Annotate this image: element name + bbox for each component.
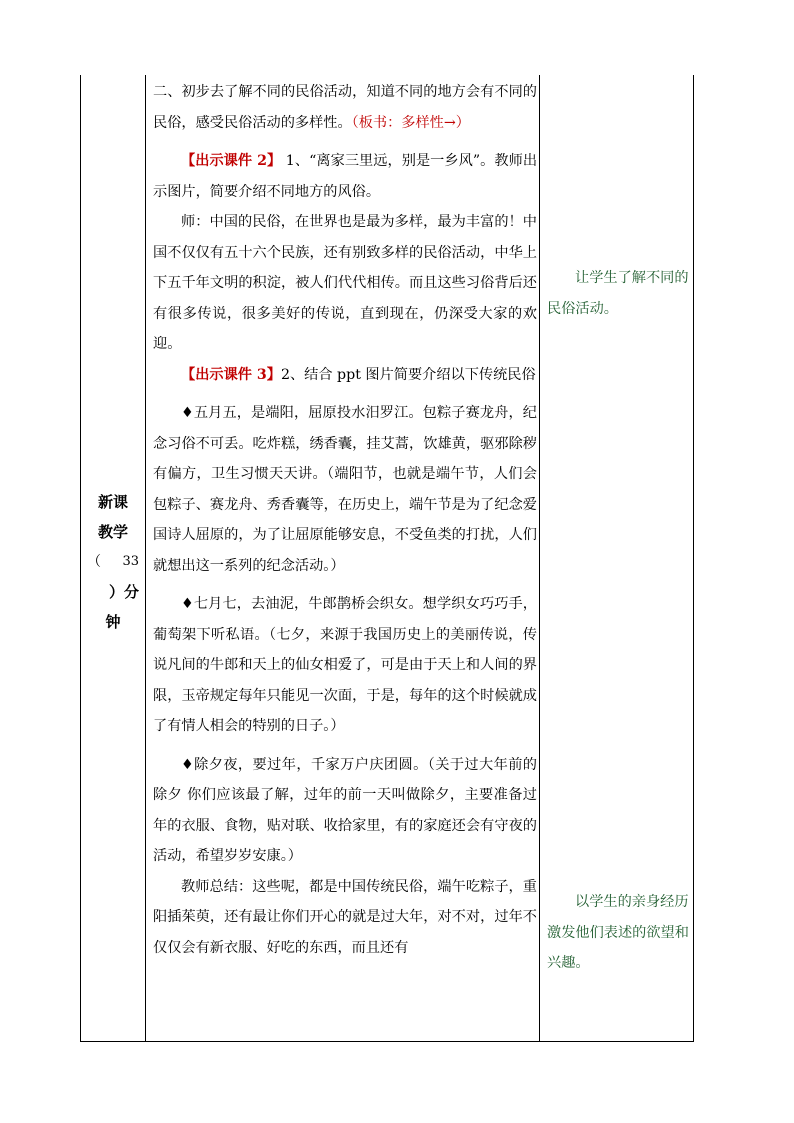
content-paragraph-7: ♦除夕夜，要过年，千家万户庆团圆。（关于过大年前的除夕 你们应该最了解，过年的前一天叫做除夕，主要准备过年的衣服、食物，贴对联、收拾家里，有的家庭还会有守夜的活动，希望岁岁安康。）: [153, 756, 537, 864]
section-label-line4: 钟: [105, 613, 121, 631]
p2-text: 1、“离家三里远，别是一乡风”。教师出示图片，简要介绍不同地方的风俗。: [153, 153, 538, 200]
note-2: 以学生的亲身经历激发他们表述的欲望和兴趣。: [547, 894, 689, 971]
note-1: 让学生了解不同的民俗活动。: [547, 270, 689, 317]
p1-text: 二、初步去了解不同的民俗活动，知道不同的地方会有不同的民俗，感受民俗活动的多样性。: [153, 84, 537, 131]
paren-open: （: [87, 554, 101, 570]
section-label-cell: [81, 487, 145, 637]
column-divider-1: [145, 75, 146, 1041]
note-cell-2: [547, 887, 691, 979]
p1-board-note: （板书：多样性→）: [351, 114, 470, 131]
paren-close-fen: ）分: [108, 583, 139, 601]
content-paragraph-4: [153, 360, 537, 391]
note-cell-1: [547, 263, 691, 324]
section-label-line2: 教学: [97, 523, 128, 541]
content-cell: [153, 77, 537, 963]
content-paragraph-2: [153, 146, 537, 207]
content-paragraph-5: ♦五月五，是端阳，屈原投水汨罗江。包粽子赛龙舟，纪念习俗不可丢。吃炸糕，绣香囊，挂艾蒿，饮雄黄，驱邪除秽有偏方，卫生习惯天天讲。（端阳节，也就是端午节，人们会包粽子、赛龙舟、秀香囊等，在历史上，端午节是为了纪念爱国诗人屈原的，为了让屈原能够安息，不受鱼类的打扰，人们就想出这一系列的纪念活动。）: [153, 405, 537, 574]
section-label-line1: 新课: [97, 493, 128, 511]
p2-courseware-tag: 【出示课件 2】: [181, 153, 282, 169]
p4-text: 2、结合 ppt 图片简要介绍以下传统民俗: [280, 366, 536, 383]
content-paragraph-8: 教师总结：这些呢，都是中国传统民俗，端午吃粽子，重阳插茱萸，还有最让你们开心的就是过大年，对不对，过年不仅仅会有新衣服、好吃的东西，而且还有: [153, 878, 537, 956]
section-duration-row: [81, 547, 145, 577]
content-paragraph-3: 师：中国的民俗，在世界也是最为多样，最为丰富的！中国不仅仅有五十六个民族，还有别致多样的民俗活动，中华上下五千年文明的积淀，被人们代代相传。而且这些习俗背后还有很多传说，很多美好的传说，直到现在，仍深受大家的欢迎。: [153, 214, 537, 352]
p4-courseware-tag: 【出示课件 3】: [181, 366, 281, 383]
content-paragraph-1: [153, 77, 537, 138]
lesson-plan-table: [80, 75, 694, 1042]
section-fen-row: [81, 577, 145, 607]
content-paragraph-6: ♦七月七，去油泥，牛郎鹊桥会织女。想学织女巧巧手，葡萄架下听私语。（七夕，来源于我国历史上的美丽传说，传说凡间的牛郎和天上的仙女相爱了，可是由于天上和人间的界限，玉帝规定每年只能见一次面，于是，每年的这个时候就成了有情人相会的特别的日子。）: [153, 596, 537, 734]
column-divider-2: [539, 75, 540, 1041]
section-minutes: 33: [122, 554, 139, 569]
